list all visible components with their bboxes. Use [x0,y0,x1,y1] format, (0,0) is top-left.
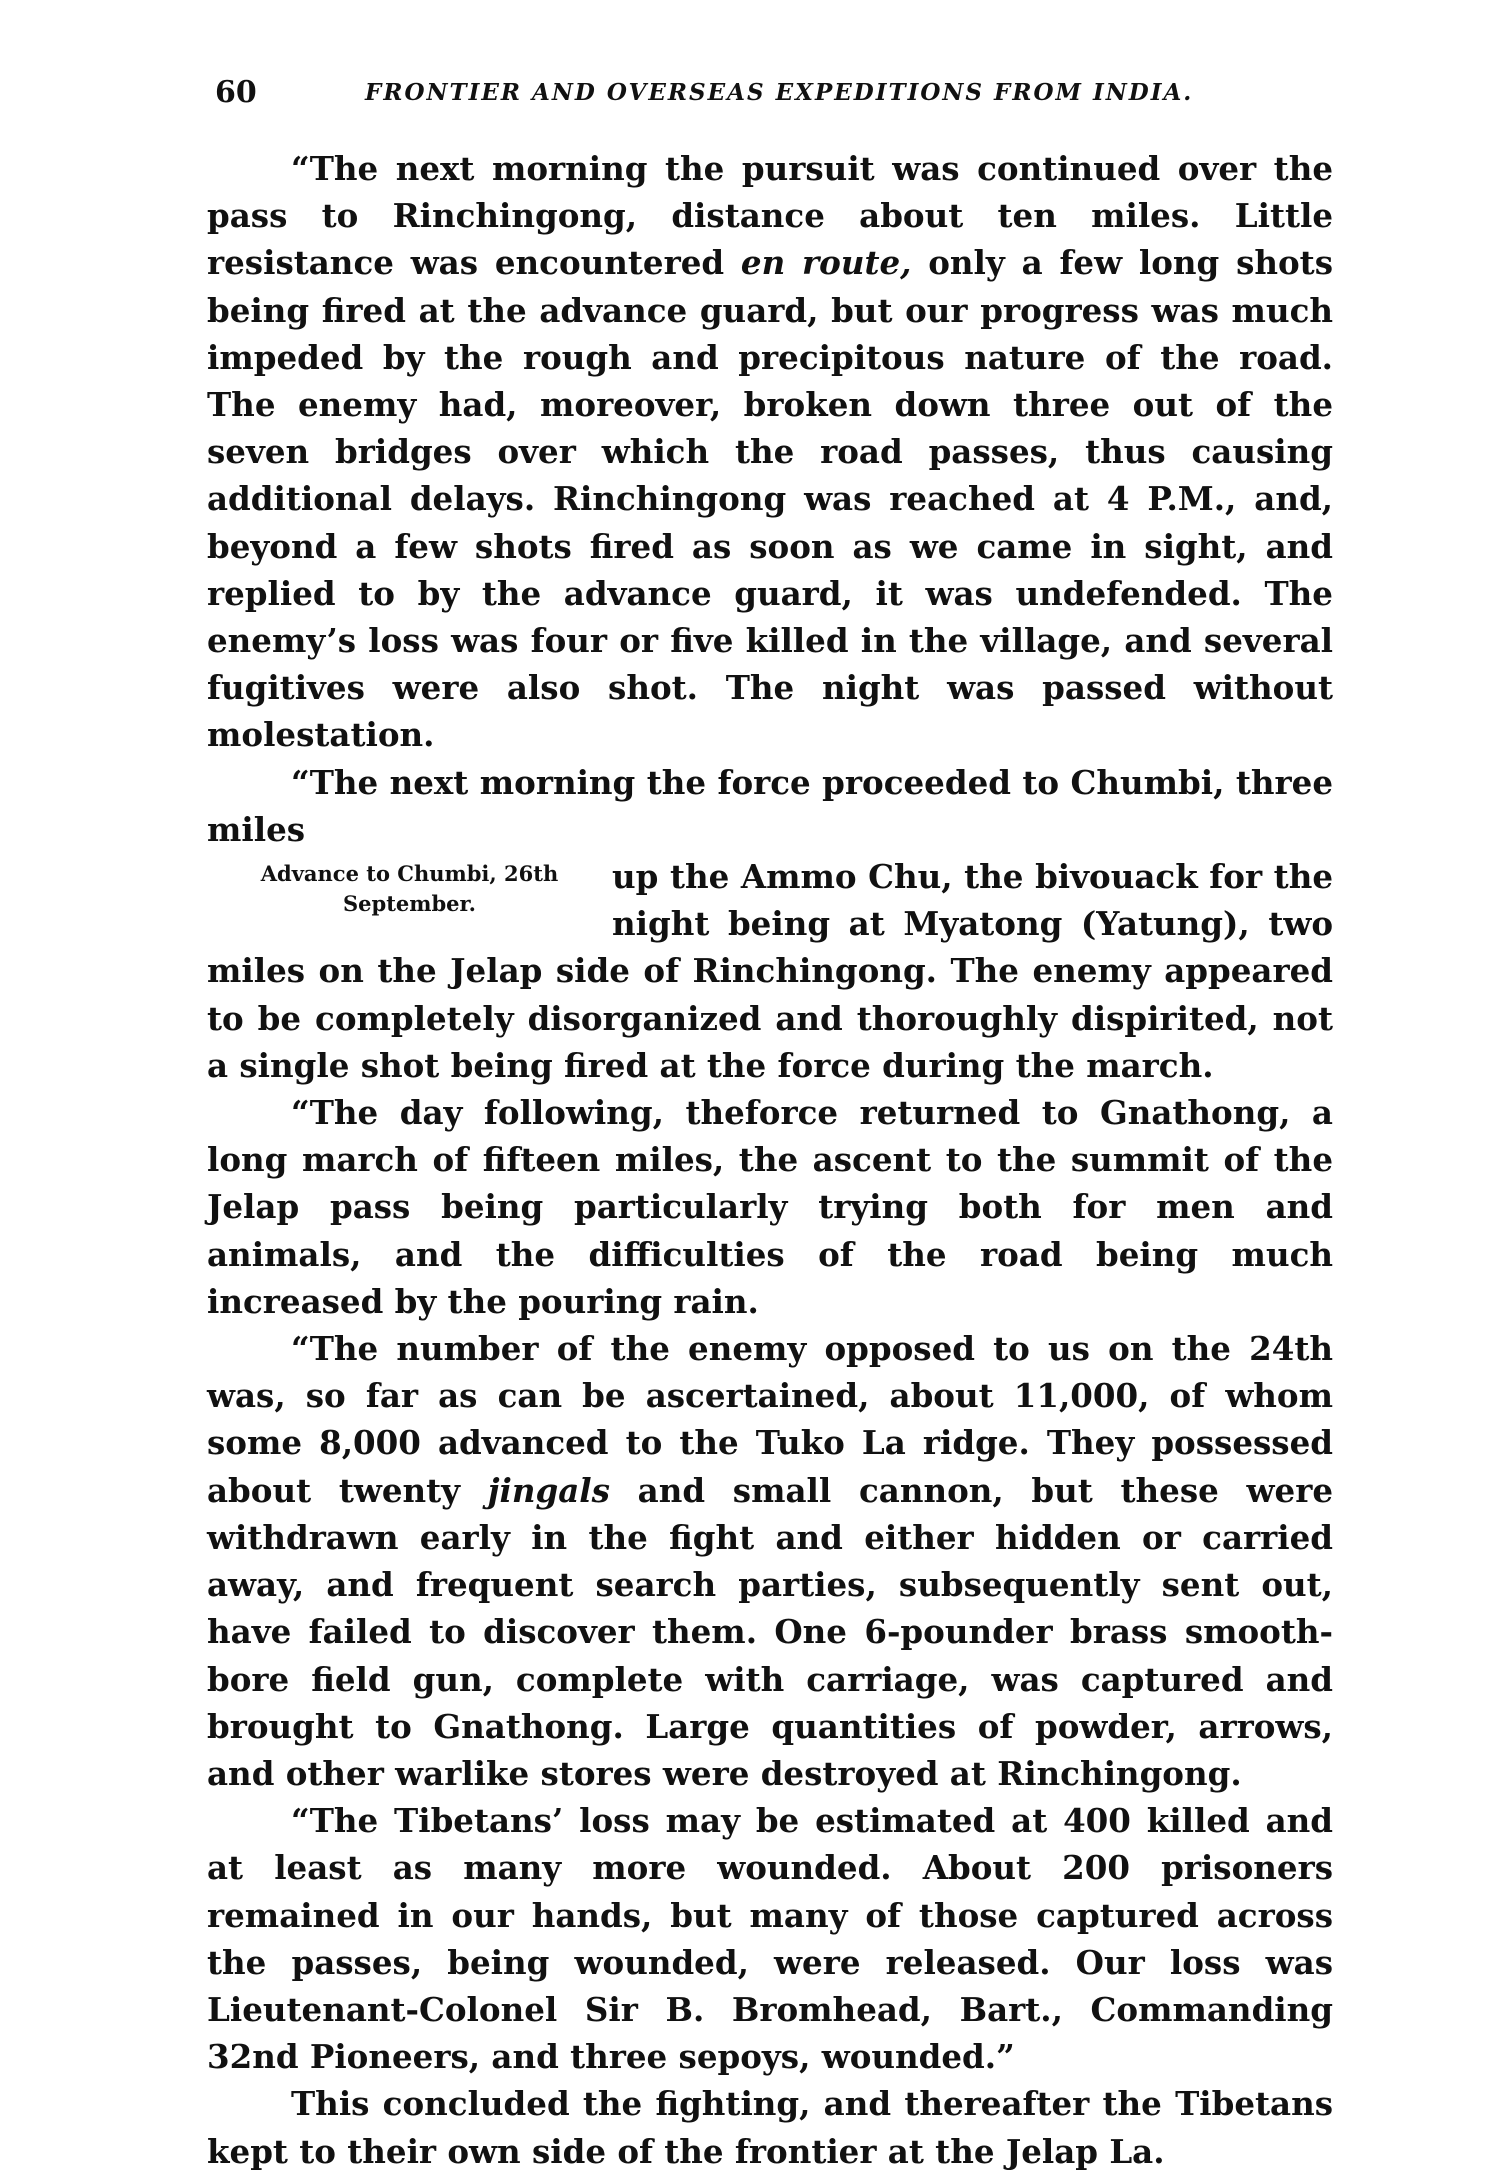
paragraph-chumbi-opening: “The next morning the force proceeded to Chumbi, three miles [207,762,1333,849]
italic-word: jingals [487,1470,610,1510]
page-header [215,75,1220,115]
page-number: 60 [215,75,257,110]
paragraph-conclusion: This concluded the fighting, and thereafter the Tibetans kept to their own side of the frontier at the Jelap La. [207,2084,1333,2171]
paragraph-pursuit-rinchingong [207,145,1333,759]
paragraph-text: only a few long shots being fired at the advance guard, but our progress was much impeded by the rough and precipitous nature of the road. The enemy had, moreover, broken down three out of the seven bridges over which the road passes, thus causing additional delays. Rinchingong was reached at 4 P.M., and, beyond a few shots fired as soon as we came in sight, and replied to by the advance guard, it was undefended. The enemy’s loss was four or five killed in the village, and several fugitives were also shot. The night was passed without molestation. [207,243,1333,755]
margin-note-line: September. [343,891,476,917]
italic-phrase: en route, [740,243,912,283]
paragraph-text: “The number of the enemy opposed to us on the 24th was, so far as can be ascertained, about 11,000, of whom some 8,000 advanced to the Tuko La ridge. They possessed about twenty [207,1329,1333,1510]
paragraph-tibetan-losses: “The Tibetans’ loss may be estimated at 400 killed and at least as many more wounded. About 200 prisoners remained in our hands, but many of those captured across the passes, being wounded, were released. Our loss was Lieutenant-Colonel Sir B. Bromhead, Bart., Commanding 32nd Pioneers, and three sepoys, wounded.” [207,1801,1333,2077]
paragraph-return-gnathong: “The day following, theforce returned to Gnathong, a long march of fifteen miles, the ascent to the summit of the Jelap pass being particularly trying both for men and animals, and the difficulties of the road being much increased by the pouring rain. [207,1093,1333,1321]
margin-note-line: Advance to Chumbi, 26th [260,861,559,887]
paragraph-enemy-numbers [207,1325,1333,1797]
paragraph-chumbi-continued: up the Ammo Chu, the bivouack for the night being at Myatong (Yatung), two miles on the Jelap side of Rinchingong. The enemy appeared to be completely disorganized and thoroughly dispirited, not a single shot being fired at the force during the march. [207,857,1333,1085]
paragraph-text: “The next morning the pursuit was continued over the pass to Rinchingong, distance about ten miles. Little resistance was encountered [207,149,1333,283]
margin-note-advance-chumbi [207,853,612,947]
running-head: FRONTIER AND OVERSEAS EXPEDITIONS FROM INDIA. [365,79,1194,106]
body-text [207,145,1333,2175]
paragraph-text: and small cannon, but these were withdrawn early in the fight and either hidden or carried away, and frequent search parties, subsequently sent out, have failed to discover them. One 6-pounder brass smooth-bore field gun, complete with carriage, was captured and brought to Gnathong. Large quantities of powder, arrows, and other warlike stores were destroyed at Rinchingong. [207,1470,1333,1793]
